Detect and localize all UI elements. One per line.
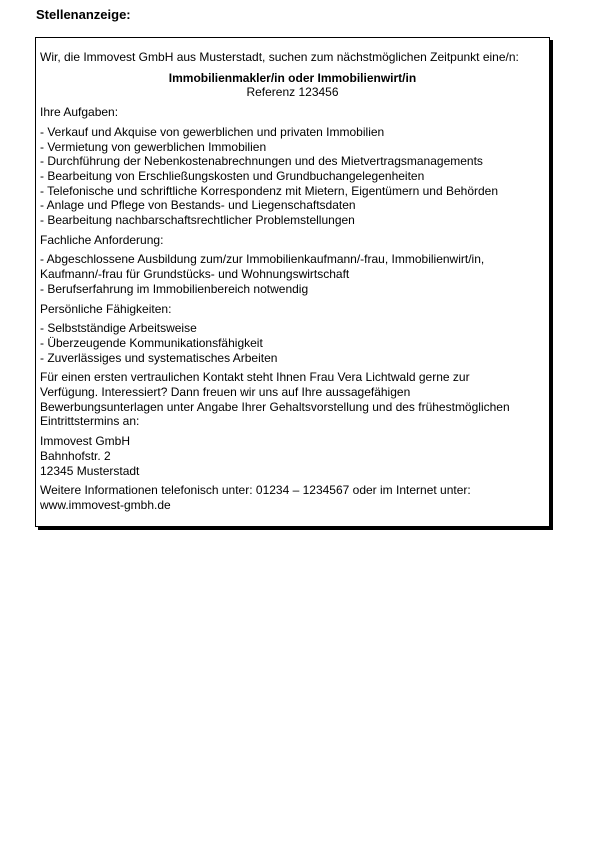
skills-title: Persönliche Fähigkeiten: <box>40 301 172 316</box>
city-address: 12345 Musterstadt <box>40 463 140 478</box>
intro-text: Wir, die Immovest GmbH aus Musterstadt, suchen zum nächstmöglichen Zeitpunkt eine/n: <box>40 50 519 64</box>
list-item: - Abgeschlossene Ausbildung zum/zur Immobilienkaufmann/-frau, Immobilienwirt/in, <box>40 252 485 267</box>
contact-line: Für einen ersten vertraulichen Kontakt steht Ihnen Frau Vera Lichtwald gerne zur <box>40 370 470 385</box>
requirements-title: Fachliche Anforderung: <box>40 232 164 247</box>
list-item: - Vermietung von gewerblichen Immobilien <box>40 139 267 154</box>
tasks-list <box>40 125 545 228</box>
list-item: - Überzeugende Kommunikationsfähigkeit <box>40 335 263 350</box>
reference-number: Referenz 123456 <box>246 85 339 100</box>
list-item: - Durchführung der Nebenkostenabrechnungen und des Mietvertragsmanagements <box>40 154 483 169</box>
street-address: Bahnhofstr. 2 <box>40 448 111 463</box>
website-text: www.immovest-gmbh.de <box>40 497 171 512</box>
list-item: - Bearbeitung von Erschließungskosten und Grundbuchangelegenheiten <box>40 168 425 183</box>
list-item: - Verkauf und Akquise von gewerblichen und privaten Immobilien <box>40 124 385 139</box>
tasks-title: Ihre Aufgaben: <box>40 105 119 120</box>
contact-paragraph <box>40 370 545 429</box>
list-item: - Bearbeitung nachbarschaftsrechtlicher Problemstellungen <box>40 213 355 228</box>
list-item: - Telefonische und schriftliche Korrespondenz mit Mietern, Eigentümern und Behörden <box>40 183 499 198</box>
info-line: Weitere Informationen telefonisch unter: 01234 – 1234567 oder im Internet unter: <box>40 483 471 498</box>
contact-line: Bewerbungsunterlagen unter Angabe Ihrer Gehaltsvorstellung und des frühestmöglichen <box>40 399 510 414</box>
job-title: Immobilienmakler/in oder Immobilienwirt/in <box>168 70 417 85</box>
requirements-list <box>40 252 545 296</box>
job-title-block <box>40 71 545 100</box>
list-item: - Selbstständige Arbeitsweise <box>40 321 197 336</box>
list-item: - Zuverlässiges und systematisches Arbeiten <box>40 350 278 365</box>
company-name: Immovest GmbH <box>40 434 131 449</box>
page-heading: Stellenanzeige: <box>36 7 131 22</box>
contact-line: Verfügung. Interessiert? Dann freuen wir uns auf Ihre aussagefähigen <box>40 385 411 400</box>
info-paragraph <box>40 483 545 512</box>
list-item: - Berufserfahrung im Immobilienbereich notwendig <box>40 281 309 296</box>
job-ad-box <box>35 37 550 527</box>
list-item: Kaufmann/-frau für Grundstücks- und Wohnungswirtschaft <box>40 267 350 282</box>
skills-list <box>40 321 545 365</box>
list-item: - Anlage und Pflege von Bestands- und Liegenschaftsdaten <box>40 198 356 213</box>
contact-line: Eintrittstermins an: <box>40 414 140 429</box>
address-block <box>40 434 545 478</box>
